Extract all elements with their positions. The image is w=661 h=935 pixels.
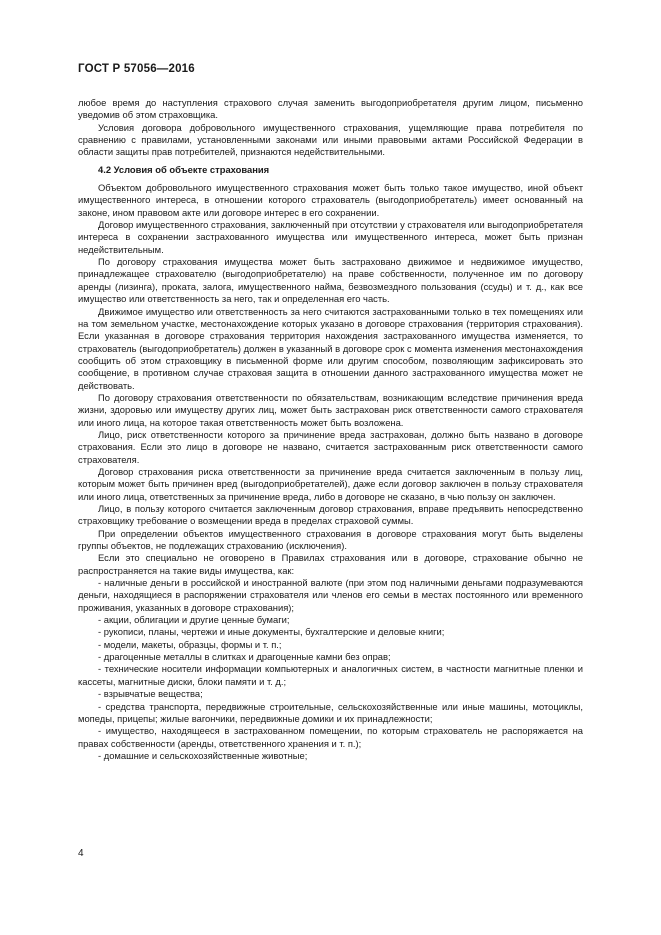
paragraph: По договору страхования ответственности по обязательствам, возникающим вследствие причинения вреда жизни, здоровью или имуществу других лиц, может быть застрахован риск ответственности самого страхователя или иного лица, на которое такая ответственность может быть возложена. [78,391,583,428]
list-item: - модели, макеты, образцы, формы и т. п.; [98,638,282,650]
list-item: - домашние и сельскохозяйственные животные; [98,749,308,761]
list-item: - взрывчатые вещества; [98,688,203,700]
section-heading: 4.2 Условия об объекте страхования [98,163,270,175]
paragraph: Лицо, риск ответственности которого за причинение вреда застрахован, должно быть названо в договоре страхования. Если это лицо в договоре не названо, считается застрахованным риск ответственности самого страхователя. [78,428,583,465]
list-item: - наличные деньги в российской и иностранной валюте (при этом под наличными деньгами подразумеваются деньги, находящиеся в распоряжении страхователя или членов его семьи в местах постоянного или временного проживания, указанных в договоре страхования); [78,577,583,613]
paragraph: любое время до наступления страхового случая заменить выгодоприобретателя другим лицом, письменно уведомив об этом страховщика. [78,97,583,121]
paragraph: Объектом добровольного имущественного страхования может быть только такое имущество, иной объект имущественного интереса, в отношении которого страхователь (выгодоприобретатель) имеет основанный на законе, ином правовом акте или договоре интерес в его сохранении. [78,182,583,218]
paragraph: Условия договора добровольного имущественного страхования, ущемляющие права потребителя по сравнению с правилами, установленными законами или иными правовыми актами Российской Федерации в области защиты прав потребителей, признаются недействительными. [78,121,583,158]
list-item: - акции, облигации и другие ценные бумаги; [98,614,290,626]
paragraph: Если это специально не оговорено в Правилах страхования или в договоре, страхование обычно не распространяется на такие виды имущества, как: [78,552,583,576]
paragraph: Договор имущественного страхования, заключенный при отсутствии у страхователя или выгодоприобретателя интереса в сохранении застрахованного имущества или имущественного интереса, может быть признан недействительным. [78,219,583,255]
document-header-title: ГОСТ Р 57056—2016 [78,63,195,75]
list-item: - рукописи, планы, чертежи и иные документы, бухгалтерские и деловые книги; [98,626,445,638]
paragraph: При определении объектов имущественного страхования в договоре страхования могут быть выделены группы объектов, не подлежащих страхованию (исключения). [78,527,583,552]
page-number: 4 [78,848,84,859]
document-body [78,97,583,762]
paragraph: Движимое имущество или ответственность за него считаются застрахованными только в тех помещениях или на том земельном участке, местонахождение которых указано в договоре страхования (территория страхования). Если указанная в договоре страхования территория нахождения застрахованного имущества изменяется, то страхователь (выгодоприобретатель) должен в указанный в договоре срок с момента изменения местонахождения сообщить об этом страховщику в письменной форме или другим способом, позволяющим зафиксировать это сообщение, в противном случае страховая защита в отношении данного застрахованного имущества может не действовать. [78,305,583,391]
list-item: - средства транспорта, передвижные строительные, сельскохозяйственные или иные машины, мотоциклы, мопеды, прицепы; жилые вагончики, передвижные домики и их принадлежности; [78,700,583,724]
list-item: - имущество, находящееся в застрахованном помещении, по которым страхователь не распоряжается на правах собственности (аренды, ответственного хранения и т. п.); [78,725,583,749]
list-item: - драгоценные металлы в слитках и драгоценные камни без оправ; [98,651,391,663]
paragraph: Лицо, в пользу которого считается заключенным договор страхования, вправе предъявить непосредственно страховщику требование о возмещении вреда в пределах страховой суммы. [78,503,583,527]
paragraph: По договору страхования имущества может быть застраховано движимое и недвижимое имущество, принадлежащее страхователю (выгодоприобретателю) на праве собственности, полученное им по договору аренды (лизинга), проката, залога, имущественного найма, безвозмездного пользования (ссуды) и т. д., как все имущество или ответственность за него, так и определенная его часть. [78,256,583,305]
list-item: - технические носители информации компьютерных и аналогичных систем, в частности магнитные пленки и кассеты, магнитные диски, блоки памяти и т. д.; [78,663,583,687]
paragraph: Договор страхования риска ответственности за причинение вреда считается заключенным в пользу лиц, которым может быть причинен вред (выгодоприобретателей), даже если договор заключен в пользу страхователя или иного лица, ответственных за причинение вреда, либо в договоре не сказано, в чью пользу он заключен. [78,465,583,502]
